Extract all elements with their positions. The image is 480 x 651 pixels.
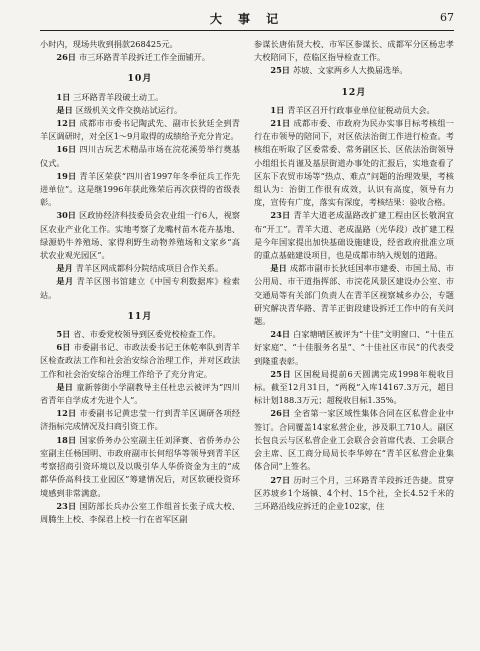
entry-text: 青羊大道老成温路改扩建工程由区长敬润宜布“开工”。青羊大道、老成温路（光华段）改扩建工程是今年国家提出加快基础设施建设，经省政府批准立项的重点基础建设项目，也是成都市纳入规划的道路。 <box>254 210 454 261</box>
entry-date: 23日 <box>270 210 291 221</box>
chronicle-entry <box>254 104 454 117</box>
entry-date: 19日 <box>56 170 77 181</box>
entry-date: 1日 <box>270 104 285 115</box>
chronicle-entry <box>40 38 240 51</box>
entry-date: 25日 <box>270 368 292 379</box>
entry-text: 青羊区召开行政事业单位征税动员大会。 <box>287 104 435 115</box>
entry-date: 30日 <box>56 210 76 221</box>
entry-date: 5日 <box>56 329 71 340</box>
chronicle-entry <box>40 209 240 262</box>
entry-date: 12日 <box>56 408 77 419</box>
entry-text: 区国税局提前6天圆满完成1998年税收目标。截至12月31日，“两税”入库14167.3万元，超目标计划188.3万元；超税收目标1.35%。 <box>254 368 454 406</box>
entry-text: 区政协经济科技委员会农业组一行6人，视察区农业产业化工作。实地考察了龙嘴村苗木花卉基地、绿源奶牛养殖场、家得利野生动物养殖场和文家乡“高状农业观光园区”。 <box>40 210 240 261</box>
entry-text: 青羊区图书馆建立《中国专利数据库》检索站。 <box>40 276 240 300</box>
chronicle-entry <box>40 500 240 526</box>
chronicle-entry <box>254 64 454 77</box>
entry-text: 省、市委党校领导到区委党校检查工作。 <box>73 329 221 340</box>
chronicle-entry <box>40 434 240 500</box>
entry-text: 成都市市委书记陶武先、副市长狄廷全到青羊区调研时，对全区1～9月取得的成绩给予充分肯定。 <box>40 118 240 142</box>
month-heading-december: 12月 <box>341 86 367 98</box>
entry-text: 参谋长唐佑贤大校、市军区参谋长、成都军分区杨忠孝大校陪同下，莅临区指导检查工作。 <box>254 39 454 63</box>
month-heading-november: 11月 <box>127 310 153 322</box>
entry-date: 23日 <box>56 500 77 511</box>
entry-date: 27日 <box>270 474 291 485</box>
entry-date: 18日 <box>56 434 77 445</box>
chronicle-entry <box>40 341 240 381</box>
entry-date: 16日 <box>56 144 77 155</box>
entry-text: 成都市委、市政府为民办实事目标考核组一行在市领导的陪同下，对区依法治街工作进行检查。考核组在听取了区委常委、常务副区长、区依法治街领导小组组长肖谨及基层街道办事处的汇报后，实地查看了区东下农贸市场等“热点、难点”问题的治理效果，考核组认为：治街工作很有成效，认识有高度，领导有力度，宣传有广度，落实有深度，考核结果：验收合格。 <box>254 118 454 208</box>
december-entries <box>254 104 454 513</box>
chronicle-entry <box>40 328 240 341</box>
chronicle-entry <box>40 381 240 407</box>
chronicle-entry <box>40 407 240 433</box>
entry-date: 是日 <box>270 263 287 274</box>
entry-date: 是月 <box>56 263 73 274</box>
page-number: 67 <box>440 11 454 24</box>
chronicle-entry <box>254 407 454 473</box>
entry-text: 历时三个月，三环路青羊段拆迁告捷。贯穿区苏坡乡1个场镇、4个村、15个社，全长4.52千米的三环路沿线应拆迁的企业102家，住 <box>254 474 454 511</box>
chronicle-entry <box>254 328 454 368</box>
entry-text: 全省第一家区域性集体合同在区私营企业中签订。合同覆盖14家私营企业，涉及职工710人。副区长包良云与区私营企业工会联合会首席代表、工会联合会主席、区工商分局局长李华婷在“青羊区私营企业集体合同”上签名。 <box>254 408 454 472</box>
chronicle-entry <box>40 143 240 169</box>
entry-date: 是月 <box>56 276 74 287</box>
chronicle-entry <box>254 262 454 328</box>
entry-date: 6日 <box>56 342 71 353</box>
chronicle-entry <box>40 51 240 64</box>
entry-date: 21日 <box>270 118 291 129</box>
entry-date: 26日 <box>270 408 291 419</box>
chronicle-entry <box>254 38 454 64</box>
right-top-entries <box>254 38 454 78</box>
chronicle-entry <box>40 104 240 117</box>
entry-text: 市委副书记黄忠莹一行到青羊区调研各项经济指标完成情况及扫商引资工作。 <box>40 408 240 432</box>
entry-text: 青羊区荣获“四川省1997年冬季征兵工作先进单位”。这是继1996年获此殊荣后再次获得的省级表彰。 <box>40 170 240 208</box>
entry-date: 是日 <box>56 104 73 115</box>
entry-text: 国防部长兵办公室工作组首长张子成大校、周腾生上校、李保君上校一行在省军区副 <box>40 500 240 524</box>
entry-text: 苏坡、文家两乡人大换届选举。 <box>292 65 408 76</box>
chronicle-entry <box>40 170 240 210</box>
chronicle-entry <box>40 117 240 143</box>
entry-text: 四川古玩艺术精品市场在浣花溪勞举行奠基仪式。 <box>40 144 240 168</box>
entry-date: 是日 <box>56 381 74 392</box>
entry-text: 青羊区网成都科分院结成项目合作关系。 <box>75 263 224 274</box>
entry-date: 1日 <box>56 91 71 102</box>
entry-text: 三环路青羊段破土动工。 <box>73 91 164 102</box>
chronicle-entry <box>40 91 240 104</box>
entry-text: 国家侨务办公室副主任刘泽赛、省侨务办公室副主任杨国明、市政府副市长何绍华等领导到青羊区考察招商引资环境以及以吸引华人华侨资金为主的“成都华侨高科技工业园区”筹建情况后，对区软硬投资环境感到非常满意。 <box>40 434 240 498</box>
entry-date: 26日 <box>56 52 76 63</box>
chronicle-entry <box>254 368 454 408</box>
chronicle-entry <box>254 117 454 209</box>
entry-text: 市三环路青羊段拆迁工作全面铺开。 <box>78 52 210 63</box>
month-heading-october: 10月 <box>127 73 153 85</box>
entry-text: 白家塘晴区被评为“十佳”文明窗口、“十佳五好家庭”、“十佳服务名星”、“十佳社区市民”的代表受到隆重表彰。 <box>254 329 454 366</box>
entry-date: 24日 <box>270 329 291 340</box>
november-entries <box>40 328 240 526</box>
entry-text: 童新蓉街小学副教导主任杜忠云被评为“四川省青年自学成才先进个人”。 <box>40 381 240 406</box>
right-column <box>254 38 454 513</box>
entry-text: 成都市副市长狄廷国率市建委、市国土局、市公用局、市干道指挥部、市浣花风景区建设办公室、市交通局等有关部门负责人在青羊区视察城乡办公，专题研究解决青华路、青羊正街段建设拆迁工作中的有关问题。 <box>254 263 454 327</box>
entry-date: 25日 <box>270 65 290 76</box>
chronicle-entry <box>40 275 240 301</box>
left-column <box>40 38 240 526</box>
chronicle-entry <box>254 474 454 514</box>
chronicle-entry <box>40 262 240 275</box>
page-header <box>40 8 454 31</box>
running-title: 大 事 记 <box>209 12 285 26</box>
entry-text: 小时内，现场共收到捐款268425元。 <box>40 39 178 49</box>
chronicle-entry <box>254 209 454 262</box>
october-entries <box>40 91 240 302</box>
left-top-entries <box>40 38 240 64</box>
entry-date: 12日 <box>56 118 77 129</box>
entry-text: 市委副书记、市政法委书记王休乾率队到青羊区检查政法工作和社会治安综合治理工作，并对区政法工作和社会治安综合治理工作给予了充分肯定。 <box>40 342 240 379</box>
entry-text: 区级机关文件交换站试运行。 <box>75 104 183 115</box>
